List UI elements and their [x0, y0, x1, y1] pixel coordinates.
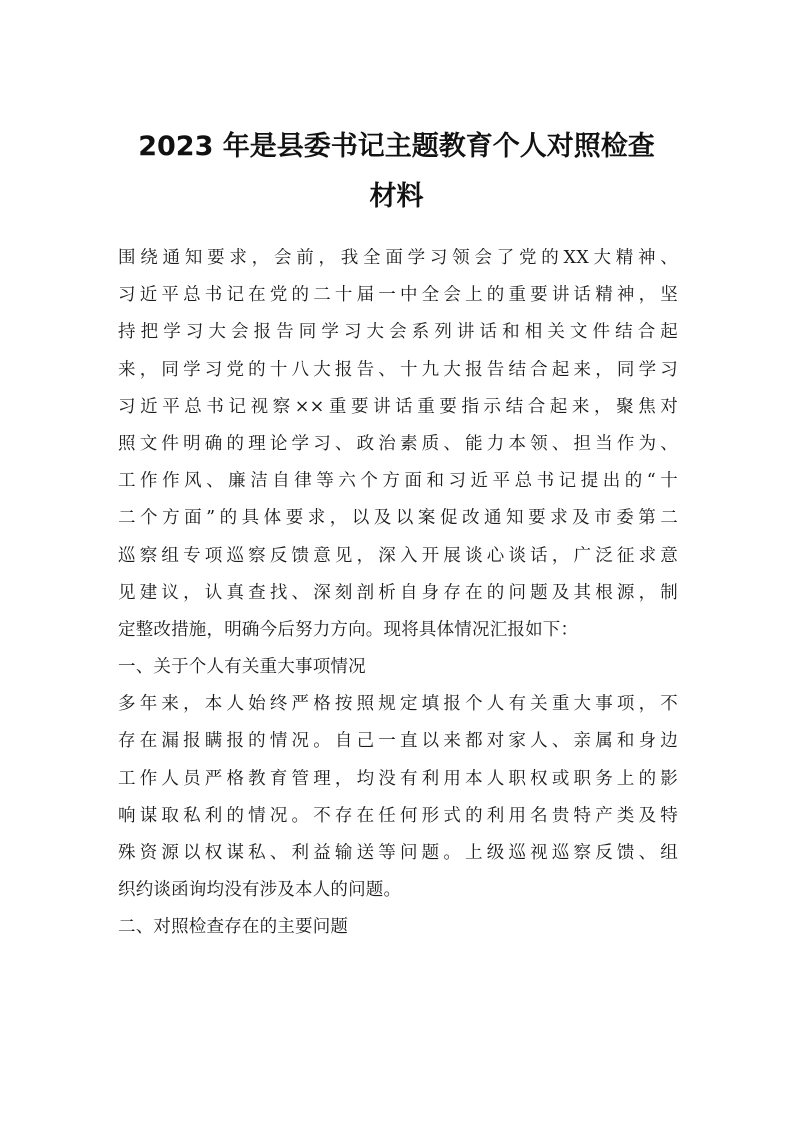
body-line: 围绕通知要求，会前，我全面学习领会了党的XX大精神、	[118, 248, 678, 268]
body-line: 持把学习大会报告同学习大会系列讲话和相关文件结合起	[118, 322, 678, 343]
body-line: 二个方面”的具体要求，以及以案促改通知要求及市委第二	[118, 508, 678, 529]
body-line: 殊资源以权谋私、利益输送等问题。上级巡视巡察反馈、组	[118, 843, 678, 863]
body-line: 定整改措施，明确今后努力方向。现将具体情况汇报如下：	[118, 619, 579, 640]
section-heading-2: 二、对照检查存在的主要问题	[118, 917, 349, 938]
body-line: 习近平总书记视察××重要讲话重要指示结合起来，聚焦对	[118, 396, 678, 417]
body-line: 来，同学习党的十八大报告、十九大报告结合起来，同学习	[118, 359, 678, 380]
title-line-2: 材料	[369, 181, 424, 212]
body-line: 织约谈函询均没有涉及本人的问题。	[118, 880, 402, 901]
body-line: 习近平总书记在党的二十届一中全会上的重要讲话精神，坚	[118, 285, 678, 306]
body-line: 见建议，认真查找、深刻剖析自身存在的问题及其根源，制	[118, 582, 678, 603]
body-line: 多年来，本人始终严格按照规定填报个人有关重大事项，不	[118, 694, 678, 715]
body-line: 工作人员严格教育管理，均没有利用本人职权或职务上的影	[118, 768, 678, 789]
body-line: 照文件明确的理论学习、政治素质、能力本领、担当作为、	[118, 433, 678, 454]
body-line: 巡察组专项巡察反馈意见，深入开展谈心谈话，广泛征求意	[118, 545, 678, 566]
body-line: 工作作风、廉洁自律等六个方面和习近平总书记提出的“十	[118, 471, 678, 492]
body-line: 存在漏报瞒报的情况。自己一直以来都对家人、亲属和身边	[118, 731, 678, 752]
section-heading-1: 一、关于个人有关重大事项情况	[118, 657, 366, 678]
document-title	[110, 122, 683, 222]
title-line-1: 2023 年是县委书记主题教育个人对照检查	[138, 131, 655, 162]
document-body	[118, 240, 678, 947]
body-line: 响谋取私利的情况。不存在任何形式的利用名贵特产类及特	[118, 805, 678, 826]
